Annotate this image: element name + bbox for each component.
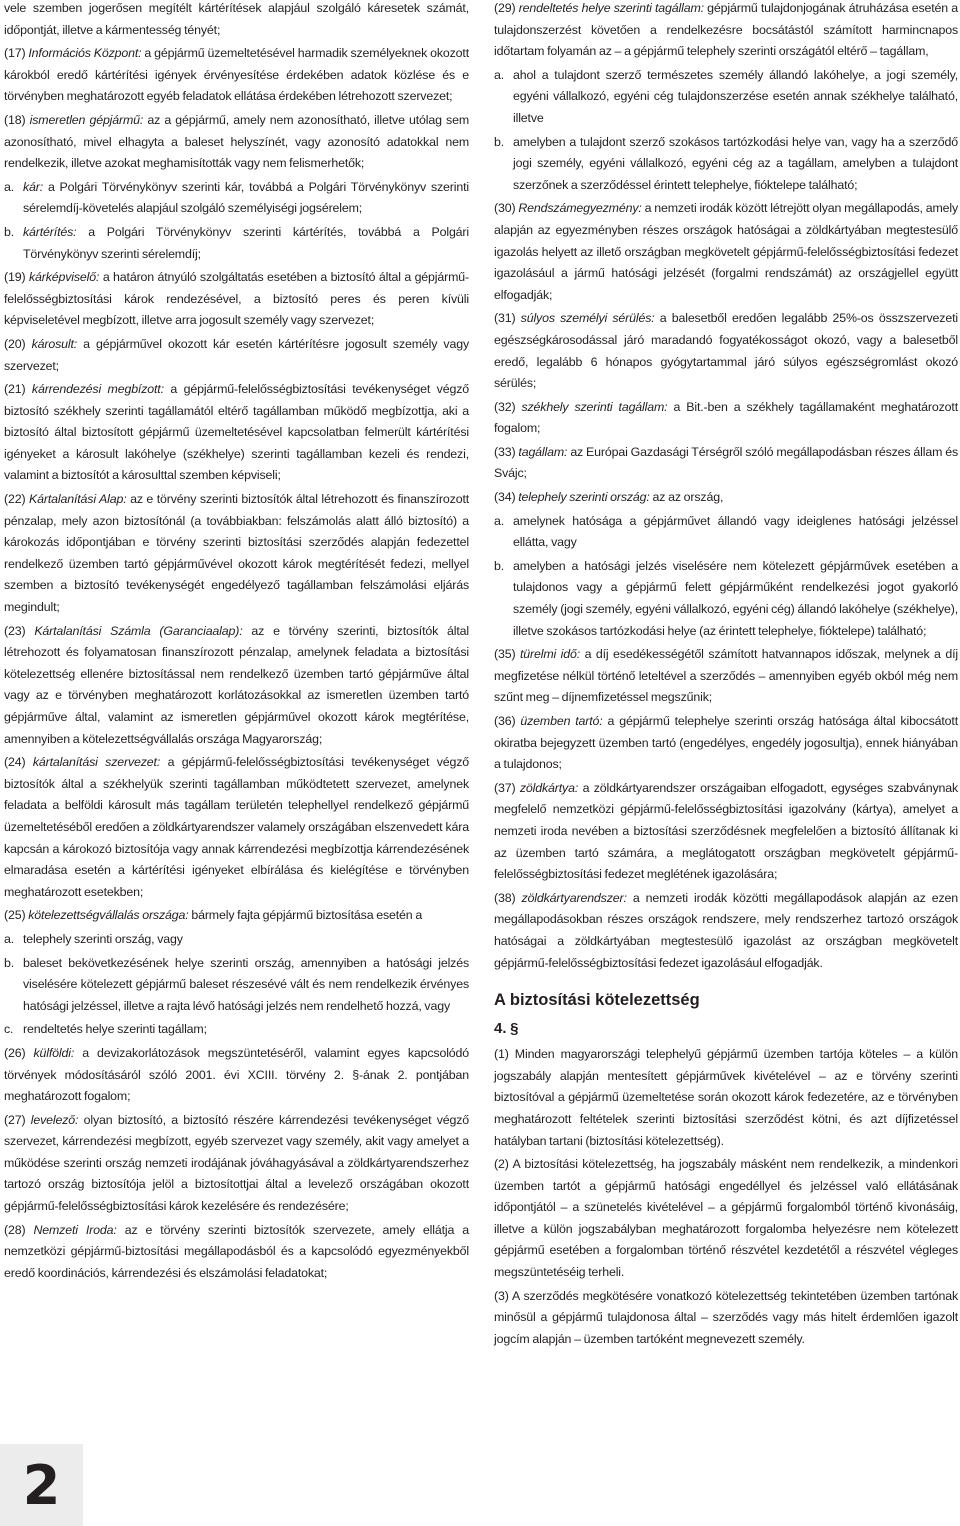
paragraph-number: (30) — [494, 201, 516, 216]
paragraph — [494, 397, 958, 440]
paragraph-text: az e törvény szerinti, biztosítók által létrehozott és folyamatosan finanszírozott pénzalap, amelynek feladata a biztosítási kötelezettség ellenére biztosítással nem rendelkező üzemben tartó gépjárműve által vagy az e törvényben meghatározott korlátozásokkal az ismeretlen üzemben tartó gépjárműve által, valamint az ismeretlen gépjárművel okozott károk megtérítése, amennyiben a kötelezettségvállalás országa Magyarország; — [4, 623, 470, 746]
paragraph — [4, 379, 469, 487]
list-item-label: a. — [4, 931, 15, 946]
defined-term: Kártalanítási Számla (Garanciaalap): — [34, 623, 243, 638]
paragraph-text: olyan biztosító, a biztosító részére kárrendezési tevékenységet végző szervezet, kárrendezési megbízott, egyéb szervezet vagy személy, akit vagy amelyet a működése szerinti ország nemzeti irodájának jóváhagyásával a zöldkártyarendszerhez tartozó ország biztosítója jelöl a biztosítottjai által a levelező országában okozott gépjármű-felelősségbiztosítási károk kezelésére és rendezésére; — [4, 1112, 470, 1214]
paragraph-number: (17) — [4, 46, 26, 61]
paragraph-number: (31) — [494, 311, 516, 326]
paragraph — [494, 1044, 958, 1152]
list-item — [494, 132, 958, 197]
paragraph-text: a gépjármű-felelősségbiztosítási tevékenységet végző biztosítók által a székhelyük szerinti tagállamban működtetett szervezet, amelynek feladata a belföldi károsult más tagállam területén telephellyel rendelkező gépjármű üzemeltetéséből eredően a zöldkártyarendszer valamely országában elszenvedett kára kapcsán a károkozó biztosítója vagy annak kárrendezési megbízottja kárrendezésének elmaradása esetén a kártérítési igényeket elbírálása és kielégítése e törvényben meghatározott esetekben; — [4, 755, 470, 899]
list-item-label: b. — [4, 955, 15, 970]
paragraph — [494, 487, 958, 509]
paragraph-number: (18) — [4, 112, 26, 127]
list-item-text: amelynek hatósága a gépjárművet állandó vagy ideiglenes hatósági jelzéssel ellátta, vagy — [513, 513, 958, 550]
defined-term: zöldkártya: — [519, 780, 579, 795]
list-item-text: ahol a tulajdont szerző természetes személy állandó lakóhelye, a jogi személy, egyéni vállalkozó, egyéni cég tulajdonszerzése esetén annak székhelye található, illetve — [513, 67, 958, 125]
paragraph — [494, 711, 958, 776]
paragraph — [494, 442, 958, 485]
paragraph-number: (37) — [494, 780, 516, 795]
list-item-label: a. — [494, 513, 505, 528]
paragraph — [494, 644, 958, 709]
defined-term: Rendszámegyezmény: — [518, 201, 642, 216]
defined-term: kártalanítási szervezet: — [32, 755, 161, 770]
paragraph-text: a gépjármű telephelye szerinti ország hatósága által kibocsátott okiratba bejegyzett üzemben tartó (engedélyes, engedély jogosultja), ennek hiányában a tulajdonos; — [494, 714, 959, 772]
paragraph-number: (38) — [494, 890, 516, 905]
paragraph-number: (24) — [4, 755, 26, 770]
list-item — [494, 511, 958, 554]
paragraph-number: (32) — [494, 399, 516, 414]
defined-term: kártérítés: — [23, 224, 77, 239]
list-item — [4, 953, 469, 1018]
paragraph-number: (2) — [494, 1157, 509, 1172]
left-column — [4, 0, 469, 1286]
paragraph — [494, 778, 958, 886]
paragraph — [4, 1043, 469, 1108]
defined-term: károsult: — [31, 336, 78, 351]
defined-term: Információs Központ: — [28, 46, 142, 61]
paragraph — [494, 1286, 958, 1351]
list-item — [494, 65, 958, 130]
paragraph — [4, 43, 469, 108]
paragraph-text: A biztosítási kötelezettség, ha jogszabály másként nem rendelkezik, a mindenkori üzemben tartót a gépjármű hatósági engedéllyel és jelzéssel való ellátásának időpontjától – a szünetelés kivételével – a gépjármű forgalomból történő kivonásáig, illetve a külön jogszabályban meghatározott forgalomba helyezésre nem kötelezett gépjármű esetében a forgalomban történő részvétel kezdetétől a részvétel végleges megszüntetéséig terheli. — [494, 1157, 958, 1280]
paragraph — [494, 1154, 958, 1284]
paragraph-text: a devizakorlátozások megszüntetéséről, valamint egyes kapcsolódó törvények módosításáról szóló 2001. évi XCIII. törvény 2. §-ának 2. pontjában meghatározott fogalom; — [4, 1045, 470, 1104]
defined-term: kötelezettségvállalás országa: — [28, 908, 189, 923]
paragraph-text: Minden magyarországi telephelyű gépjármű üzemben tartója köteles – a külön jogszabály alapján mentesített gépjárművek kivételével – az e törvény szerinti biztosítóval a gépjármű üzemeltetése során okozott károk fedezetére, az e törvényben meghatározott feltételek szerinti biztosítási szerződést kötni, és azt díjfizetéssel hatályban tartani (biztosítási kötelezettség). — [494, 1047, 958, 1148]
paragraph — [4, 334, 469, 377]
paragraph — [4, 110, 469, 175]
paragraph-text: a gépjármű üzemeltetésével harmadik személyeknek okozott károkból eredő kártérítési igények érvényesítése érdekében adatok közlése és e törvényben meghatározott egyéb feladatok ellátása érdekében létrehozott szervezet; — [4, 46, 469, 104]
defined-term: rendeltetés helye szerinti tagállam: — [518, 1, 704, 15]
list-item-label: a. — [494, 67, 505, 82]
list-item-text: baleset bekövetkezésének helye szerinti ország, amennyiben a hatósági jelzés viselésére kötelezett gépjármű baleset részesévé vált és nem rendelkezik érvényes hatósági jelzéssel, illetve a rajta lévő hatósági jelzés nem rendelhető hozzá, vagy — [23, 955, 469, 1013]
paragraph-text: gépjármű tulajdonjogának átruházása esetén a tulajdonszerzést követően a rendelkezésre bocsátástól számított harmincnapos időtartam folyamán az – a gépjármű telephely szerinti országától eltérő – tagállam, — [494, 1, 958, 59]
section-heading: A biztosítási kötelezettség — [494, 991, 700, 1010]
paragraph — [4, 267, 469, 332]
list-item — [4, 177, 469, 220]
paragraph-text: a gépjármű-felelősségbiztosítási tevékenységet végző biztosító székhely szerinti tagállamától eltérő tagállamban működő megbízottja, aki a biztosító által biztosított gépjármű üzemeltetésével kapcsolatban felmerült kártérítési igényeket a károsult lakóhelye (székhelye) szerinti tagállamban kezeli és rendezi, valamint a biztosítót a károsulttal szemben képviseli; — [4, 382, 469, 483]
paragraph-text: az e törvény szerinti biztosítók által létrehozott és finanszírozott pénzalap, mely azon biztosítónál (a továbbiakban: felszámolás alatt álló biztosító) a károkozás időpontjában e törvény szerinti biztosítási szerződés alapján fedezettel rendelkező üzemben tartó gépjárművével okozott károk megtérítését fedezi, mellyel szemben a biztosító tevékenységét engedélyező tagállamban felszámolási eljárás megindult; — [4, 492, 470, 615]
defined-term: tagállam: — [518, 444, 568, 459]
paragraph-number: (1) — [494, 1047, 509, 1062]
paragraph-text: A szerződés megkötésére vonatkozó kötelezettség tekintetében üzemben tartónak minősül a gépjármű tulajdonosa által – szerződés vagy más hitelt érdemlően igazolt jogcím alapján – üzemben tartóként megnevezett személy. — [494, 1288, 959, 1346]
paragraph-number: (27) — [4, 1112, 26, 1127]
paragraph — [4, 489, 469, 619]
paragraph-number: (25) — [4, 908, 26, 923]
paragraph-number: (3) — [494, 1288, 509, 1303]
paragraph-text: a nemzeti irodák között létrejött olyan megállapodás, amely alapján az egyezményben részes országok hatóságai a zöldkártyában megtestesülő igazolás helyett az illető országban megkövetelt gépjármű-felelősségbiztosítási fedezet igazolásául a jármű hatósági jelzését (forgalmi rendszámát) az országjellel együtt elfogadják; — [494, 201, 959, 302]
paragraph-text: az e törvény szerinti biztosítók szervezete, amely ellátja a nemzetközi gépjármű-biztosítási megállapodásból és a kapcsolódó egyezményekből eredő koordinációs, kárrendezési és elszámolási feladatokat; — [4, 1222, 469, 1280]
paragraph-text: a zöldkártyarendszer országaiban elfogadott, egységes szabványnak megfelelő nemzetközi gépjármű-felelősségbiztosítási igazolvány (kártya), amelyet a nemzeti iroda nevében a biztosítási szerződésnek megfelelően a biztosító állítanak ki az üzemben tartó számára, a meglátogatott országban megkövetelt gépjármű-felelősségbiztosítási fedezet meglétének igazolására; — [494, 780, 959, 882]
paragraph-text: a gépjárművel okozott kár esetén kártérítésre jogosult személy vagy szervezet; — [4, 336, 469, 373]
page-number: 2 — [0, 1444, 83, 1526]
list-item — [4, 222, 469, 265]
paragraph-number: (36) — [494, 714, 516, 728]
paragraph-number: (19) — [4, 270, 26, 285]
list-item-label: b. — [494, 558, 505, 573]
defined-term: zöldkártyarendszer: — [521, 890, 627, 905]
paragraph-number: (26) — [4, 1045, 26, 1060]
paragraph-text: az Európai Gazdasági Térségről szóló megállapodásban részes állam és Svájc; — [494, 444, 959, 481]
paragraph-text: az az ország, — [652, 490, 724, 505]
list-item — [494, 556, 958, 642]
defined-term: kárképviselő: — [28, 270, 100, 285]
paragraph — [4, 0, 469, 41]
paragraph-number: (23) — [4, 623, 26, 638]
paragraph-number: (21) — [4, 382, 26, 397]
defined-term: telephely szerinti ország: — [518, 490, 650, 505]
paragraph-number: (35) — [494, 647, 516, 662]
paragraph-text: a határon átnyúló szolgáltatás esetében a biztosító által a gépjármű-felelősségbiztosítási károk rendezésével, a biztosító peres és peren kívüli képviseletével megbízott, illetve arra jogosult személy vagy szervezet; — [4, 270, 469, 328]
defined-term: Nemzeti Iroda: — [33, 1222, 117, 1237]
paragraph-number: (33) — [494, 444, 516, 459]
section-number: 4. § — [494, 1020, 519, 1038]
paragraph-number: (34) — [494, 490, 516, 505]
list-item-label: a. — [4, 179, 15, 194]
defined-term: levelező: — [30, 1112, 79, 1127]
defined-term: kár: — [23, 179, 44, 194]
paragraph — [4, 1220, 469, 1285]
list-item-label: c. — [4, 1022, 14, 1037]
paragraph-text: bármely fajta gépjármű biztosítása esetén a — [191, 908, 423, 923]
paragraph-number: (28) — [4, 1222, 26, 1237]
paragraph — [4, 905, 469, 927]
list-item-label: b. — [4, 224, 15, 239]
paragraph — [4, 752, 469, 903]
defined-term: kárrendezési megbízott: — [31, 382, 164, 397]
defined-term: Kártalanítási Alap: — [29, 492, 127, 507]
list-item-text: a Polgári Törvénykönyv szerinti kár, továbbá a Polgári Törvénykönyv szerinti sérelemdíj-követelés alapjául szolgáló személyiségi jogsérelem; — [23, 179, 469, 216]
paragraph-text: a nemzeti irodák közötti megállapodások alapján az ezen megállapodásokban részes országok rendszere, mely rendszerhez tartozó országok hatóságai a zöldkártyában megtestesülő igazolást az országban megkövetelt gépjármű-felelősségbiztosítási fedezet igazolásául elfogadják. — [494, 890, 959, 970]
defined-term: üzemben tartó: — [520, 714, 603, 728]
paragraph-text: a díj esedékességétől számított hatvannapos időszak, melynek a díj megfizetése nélkül történő leteltével a szerződés – amennyiben egyéb okból még nem szűnt meg – díjnemfizetéssel megszűnik; — [494, 647, 958, 705]
defined-term: türelmi idő: — [519, 647, 581, 662]
list-item-text: telephely szerinti ország, vagy — [23, 931, 183, 946]
paragraph-number: (22) — [4, 492, 26, 507]
paragraph — [4, 1110, 469, 1218]
list-item — [4, 1019, 469, 1041]
paragraph — [494, 0, 958, 63]
defined-term: súlyos személyi sérülés: — [520, 311, 655, 326]
paragraph — [494, 308, 958, 394]
list-item-text: amelyben a tulajdont szerző szokásos tartózkodási helye van, vagy ha a szerződő jogi személy, egyéni vállalkozó, egyéni cég az a tagállam, amelyben a tulajdont szerzőnek a szerződéssel érintett telephelye, fióktelepe található; — [513, 134, 958, 192]
right-column — [494, 0, 958, 1352]
list-item-text: amelyben a hatósági jelzés viselésére nem kötelezett gépjárművek esetében a tulajdonos vagy a gépjármű felett gépjárműként rendelkezési jogot gyakorló személy (jogi személy, egyéni vállalkozó, egyéni cég) állandó lakóhelye (székhelye), illetve szokásos tartózkodási helye (az érintett telephelye, fióktelepe) található; — [513, 558, 958, 638]
list-item-text: rendeltetés helye szerinti tagállam; — [23, 1022, 207, 1037]
list-item-label: b. — [494, 134, 505, 149]
paragraph — [494, 198, 958, 306]
paragraph-number: (29) — [494, 1, 516, 15]
paragraph-text: az a gépjármű, amely nem azonosítható, illetve utólag sem azonosítható, mivel elhagyta a baleset helyszínét, vagy azonosító adatokkal nem rendelkezik, illetve azokat meghamisították vagy nem felismerhetők; — [4, 112, 469, 171]
paragraph-text: a balesetből eredően legalább 25%-os összszervezeti egészségkárosodással járó maradandó fogyatékosságot okozó, vagy a balesetből eredő, legalább 6 hónapos gyógytartammal járó súlyos egészségromlást okozó sérülés; — [494, 311, 958, 391]
paragraph-number: (20) — [4, 336, 26, 351]
defined-term: külföldi: — [33, 1045, 75, 1060]
paragraph-text: a Bit.-ben a székhely tagállamaként meghatározott fogalom; — [494, 399, 958, 436]
paragraph — [494, 888, 958, 974]
list-item — [4, 929, 469, 951]
list-item-text: a Polgári Törvénykönyv szerinti kártérítés, továbbá a Polgári Törvénykönyv szerinti sérelemdíj; — [23, 224, 470, 261]
defined-term: ismeretlen gépjármű: — [29, 112, 144, 127]
paragraph-text: vele szemben jogerősen megítélt kártérítések alapjául szolgáló káresetek számát, időpontját, illetve a kármentesség tényét; — [4, 1, 469, 37]
paragraph — [4, 621, 469, 751]
defined-term: székhely szerinti tagállam: — [521, 399, 668, 414]
